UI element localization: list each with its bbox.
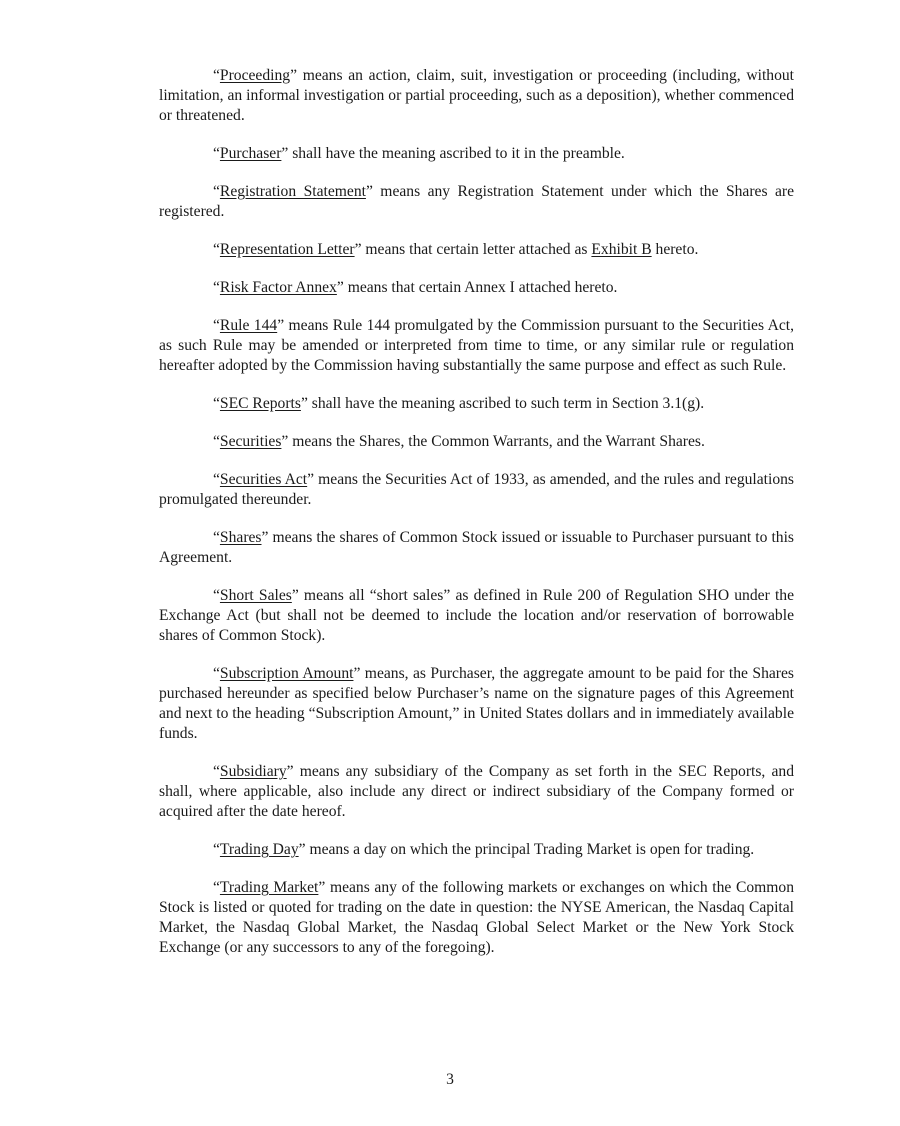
definition-registration-statement: “Registration Statement” means any Registration Statement under which the Shares are registered. (159, 183, 795, 220)
definition-text: means Rule 144 promulgated by the Commission pursuant to the Securities Act, as such Rule may be amended or interpreted from time to time, or any similar rule or regulation hereafter adopted by the Commission having substantially the same purpose and effect as such Rule. (159, 317, 794, 374)
defined-term: Trading Day (219, 841, 299, 858)
definition-short-sales: “Short Sales” means all “short sales” as defined in Rule 200 of Regulation SHO under the Exchange Act (but shall not be deemed to include the location and/or reservation of borrowable shares of Common Stock). (159, 587, 795, 644)
defined-term: SEC Reports (219, 395, 301, 412)
defined-term: Securities (219, 433, 282, 450)
definition-text-after: hereto. (651, 241, 699, 258)
definition-securities: “Securities” means the Shares, the Common Warrants, and the Warrant Shares. (213, 433, 705, 450)
definition-text: means a day on which the principal Trading Market is open for trading. (305, 841, 755, 858)
defined-term: Proceeding (219, 67, 291, 84)
definition-text: means all “short sales” as defined in Rule 200 of Regulation SHO under the Exchange Act (but shall not be deemed to include the location and/or reservation of borrowable shares of Common Stock). (159, 587, 795, 644)
definition-text: means that certain letter attached as (361, 241, 592, 258)
defined-term: Subsidiary (219, 763, 287, 780)
definition-trading-day: “Trading Day” means a day on which the principal Trading Market is open for trading. (213, 841, 755, 858)
defined-term: Short Sales (219, 587, 292, 604)
definition-text: means any of the following markets or exchanges on which the Common Stock is listed or quoted for trading on the date in question: the NYSE American, the Nasdaq Capital Market, the Nasdaq Global Market, the Nasdaq Global Select Market or the New York Stock Exchange (or any successors to any of the foregoing). (159, 879, 794, 956)
definition-text: means, as Purchaser, the aggregate amount to be paid for the Shares purchased hereunder as specified below Purchaser’s name on the signature pages of this Agreement and next to the heading “Subscription Amount,” in United States dollars and in immediately available funds. (159, 665, 794, 742)
defined-term: Shares (219, 529, 262, 546)
definition-text: shall have the meaning ascribed to it in the preamble. (288, 145, 625, 162)
definition-text: means the Shares, the Common Warrants, and the Warrant Shares. (288, 433, 705, 450)
defined-term: Risk Factor Annex (219, 279, 337, 296)
definition-text: means that certain Annex I attached hereto. (343, 279, 618, 296)
defined-term: Representation Letter (219, 241, 355, 258)
definition-securities-act: “Securities Act” means the Securities Act of 1933, as amended, and the rules and regulations promulgated thereunder. (159, 471, 794, 508)
definition-text: means an action, claim, suit, investigation or proceeding (including, without limitation, an informal investigation or partial proceeding, such as a deposition), whether commenced or threatened. (159, 67, 794, 124)
definition-text: means any subsidiary of the Company as set forth in the SEC Reports, and shall, where applicable, also include any direct or indirect subsidiary of the Company formed or acquired after the date hereof. (159, 763, 794, 820)
definition-shares: “Shares” means the shares of Common Stock issued or issuable to Purchaser pursuant to this Agreement. (159, 529, 794, 566)
definition-risk-factor-annex: “Risk Factor Annex” means that certain Annex I attached hereto. (213, 279, 618, 296)
definition-text: means the Securities Act of 1933, as amended, and the rules and regulations promulgated thereunder. (159, 471, 794, 508)
definition-proceeding: “Proceeding” means an action, claim, suit, investigation or proceeding (including, without limitation, an informal investigation or partial proceeding, such as a deposition), whether commenced or threatened. (159, 67, 794, 124)
definition-text: means the shares of Common Stock issued or issuable to Purchaser pursuant to this Agreement. (159, 529, 794, 566)
document-body (159, 66, 794, 976)
definition-representation-letter: “Representation Letter” means that certain letter attached as Exhibit B hereto. (213, 241, 699, 258)
defined-term: Subscription Amount (219, 665, 354, 682)
definition-text: means any Registration Statement under which the Shares are registered. (159, 183, 795, 220)
defined-term: Purchaser (219, 145, 282, 162)
definition-subsidiary: “Subsidiary” means any subsidiary of the Company as set forth in the SEC Reports, and shall, where applicable, also include any direct or indirect subsidiary of the Company formed or acquired after the date hereof. (159, 763, 794, 820)
definition-purchaser: “Purchaser” shall have the meaning ascribed to it in the preamble. (213, 145, 625, 162)
definition-trading-market: “Trading Market” means any of the following markets or exchanges on which the Common Stock is listed or quoted for trading on the date in question: the NYSE American, the Nasdaq Capital Market, the Nasdaq Global Market, the Nasdaq Global Select Market or the New York Stock Exchange (or any successors to any of the foregoing). (159, 879, 794, 956)
definition-text: shall have the meaning ascribed to such term in Section 3.1(g). (307, 395, 705, 412)
exhibit-reference: Exhibit B (591, 241, 652, 258)
definition-sec-reports: “SEC Reports” shall have the meaning ascribed to such term in Section 3.1(g). (213, 395, 705, 412)
defined-term: Trading Market (219, 879, 319, 896)
defined-term: Rule 144 (219, 317, 278, 334)
page-number: 3 (446, 1071, 454, 1088)
defined-term: Registration Statement (219, 183, 366, 200)
defined-term: Securities Act (219, 471, 308, 488)
definition-subscription-amount: “Subscription Amount” means, as Purchaser, the aggregate amount to be paid for the Shares purchased hereunder as specified below Purchaser’s name on the signature pages of this Agreement and next to the heading “Subscription Amount,” in United States dollars and in immediately available funds. (159, 665, 794, 742)
definition-rule-144: “Rule 144” means Rule 144 promulgated by the Commission pursuant to the Securities Act, as such Rule may be amended or interpreted from time to time, or any similar rule or regulation hereafter adopted by the Commission having substantially the same purpose and effect as such Rule. (159, 317, 794, 374)
